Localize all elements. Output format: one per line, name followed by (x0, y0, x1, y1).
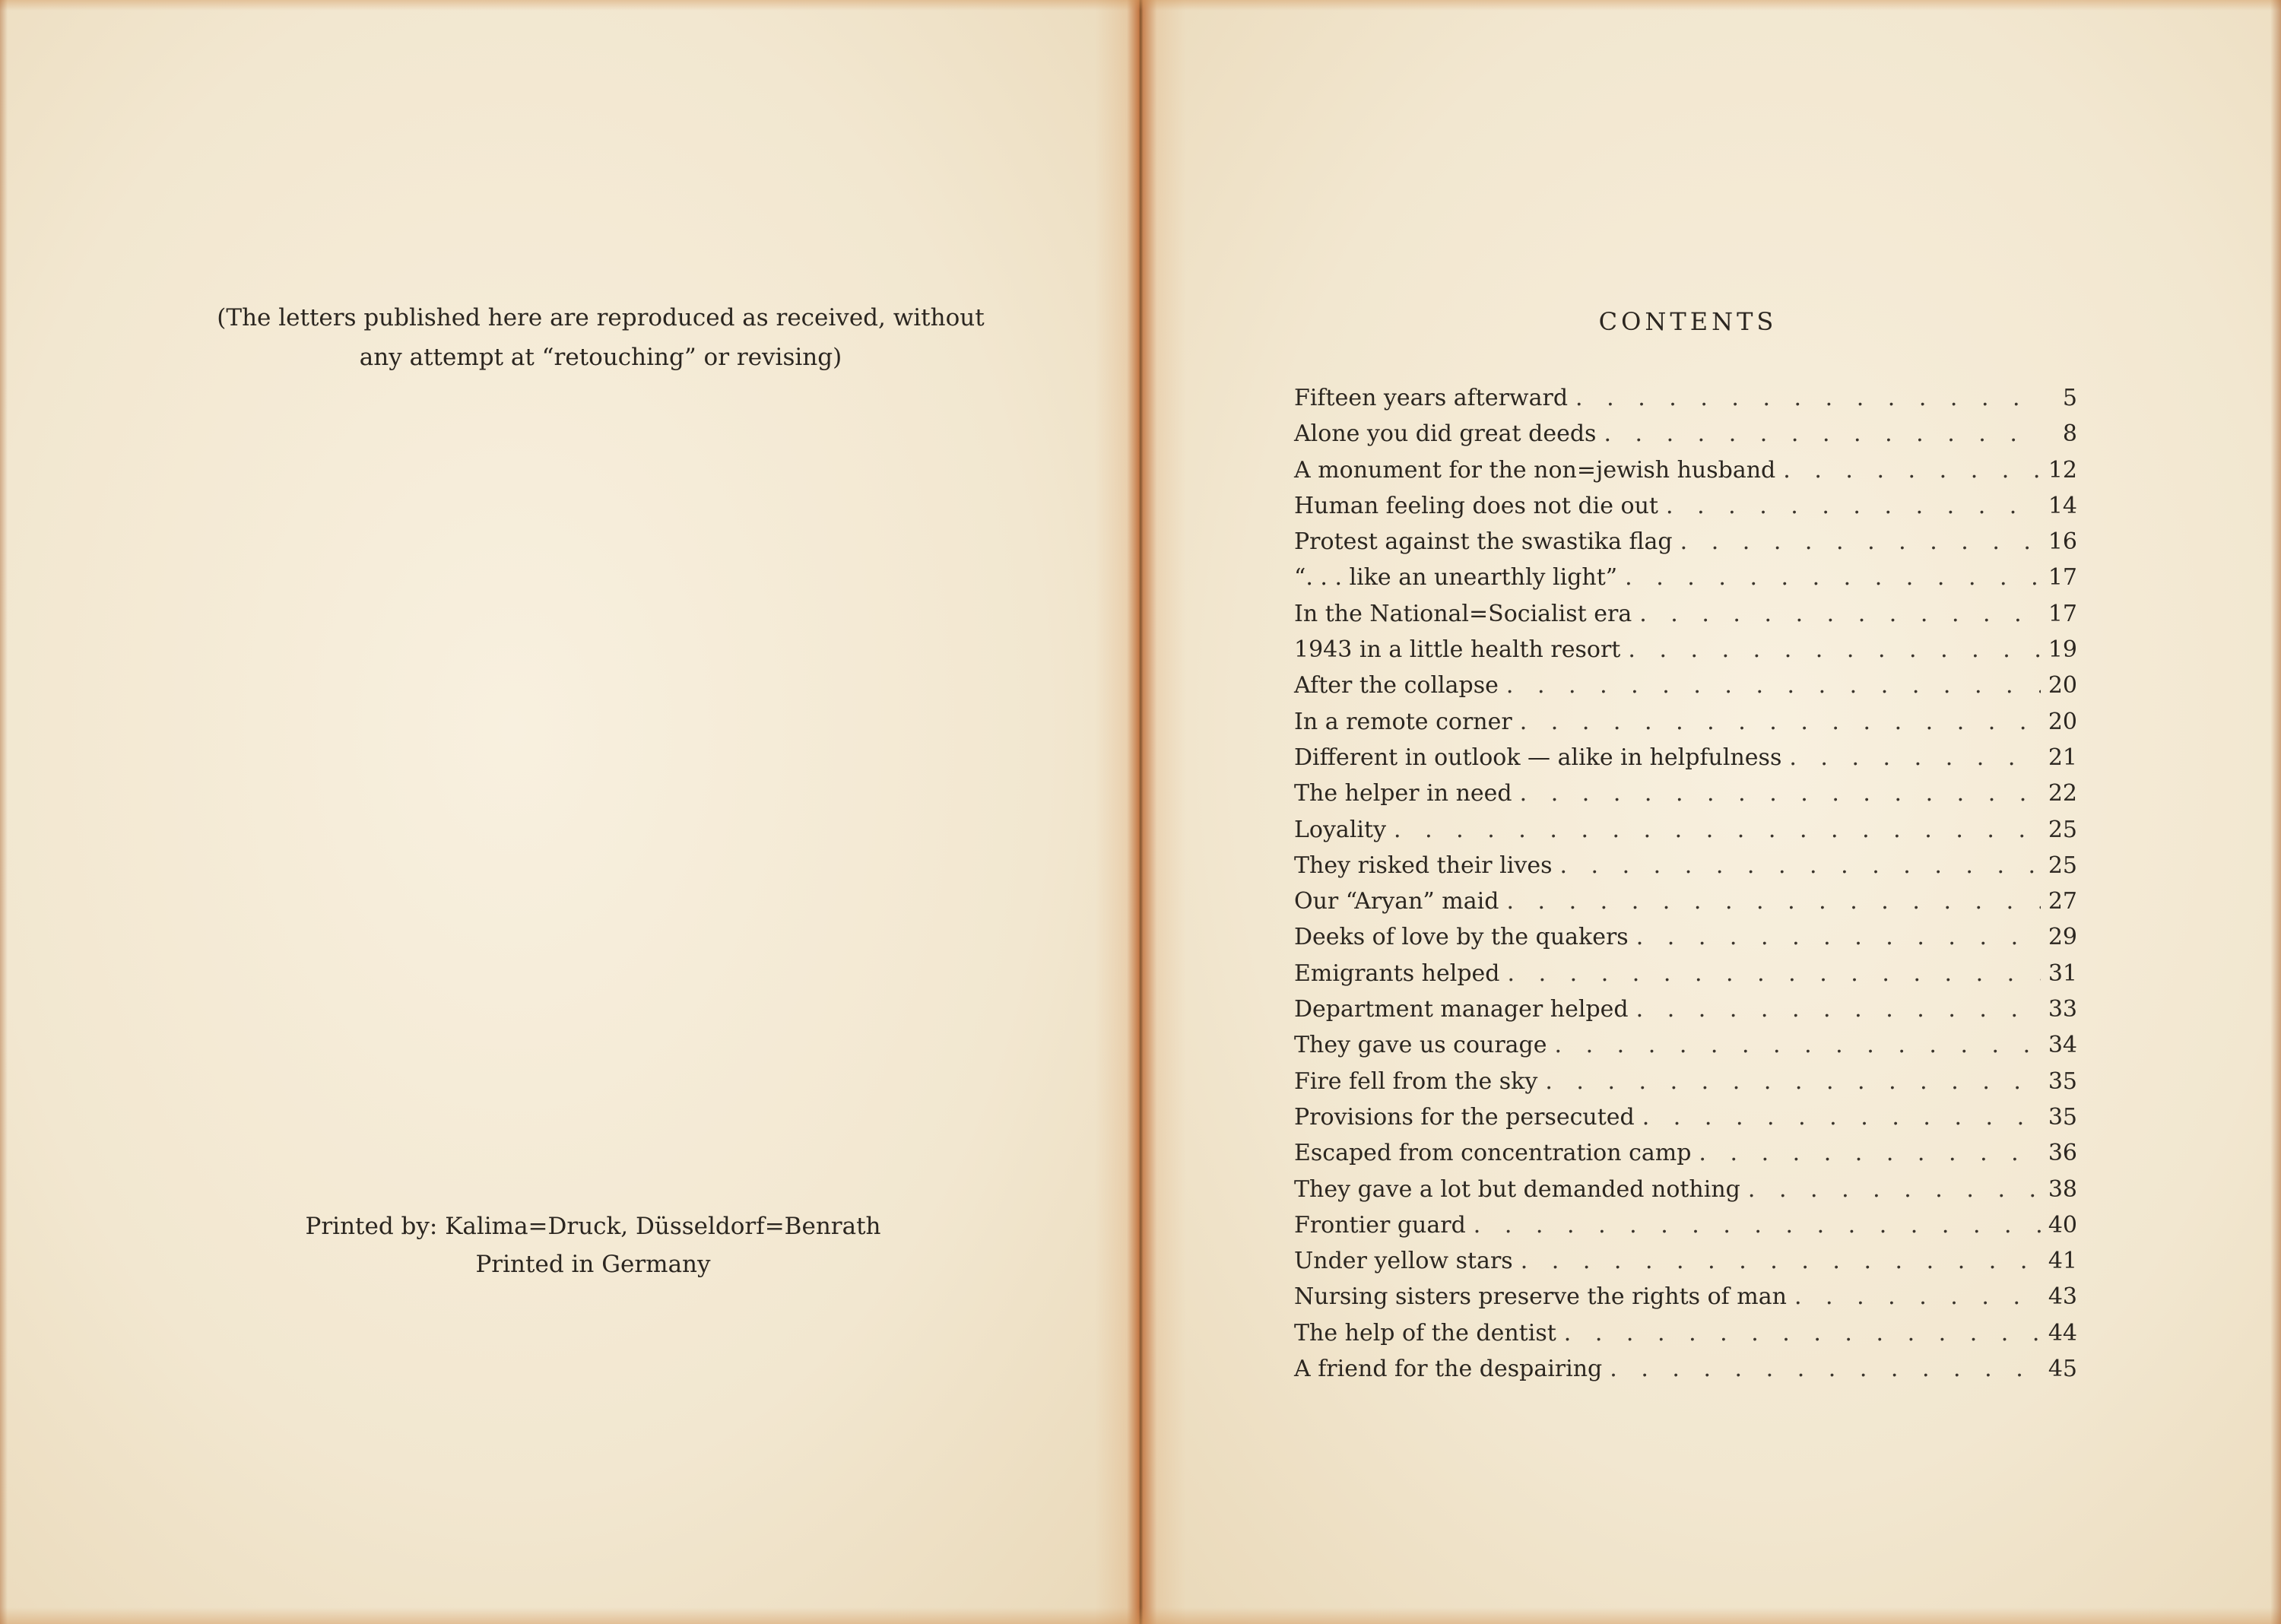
dot-leader (1642, 1099, 2041, 1135)
page-edge-left (0, 0, 8, 1624)
toc-entry-title: The helper in need (1294, 780, 1512, 807)
printed-by-line: Printed by: Kalima=Druck, Düsseldorf=Benrath (305, 1213, 881, 1240)
toc-entry[interactable] (1294, 991, 2077, 1027)
toc-entry-page: 14 (2048, 492, 2077, 519)
toc-entry[interactable] (1294, 668, 2077, 703)
dot-leader (1794, 1279, 2041, 1315)
toc-entry[interactable] (1294, 883, 2077, 919)
dot-leader (1564, 1315, 2041, 1351)
toc-entry-title: “. . . like an unearthly light” (1294, 564, 1618, 592)
toc-entry-title: Escaped from concentration camp (1294, 1140, 1692, 1167)
dot-leader (1521, 1243, 2041, 1279)
dot-leader (1639, 596, 2041, 632)
toc-entry-title: A monument for the non=jewish husband (1294, 456, 1776, 484)
toc-entry-title: They gave us courage (1294, 1032, 1547, 1059)
dot-leader (1636, 919, 2041, 955)
toc-entry-page: 19 (2048, 636, 2077, 664)
publication-note: (The letters published here are reproduced as received, without any attempt at “retouching” or revising) (217, 304, 985, 371)
toc-entry-title: In a remote corner (1294, 708, 1512, 735)
toc-entry-title: Our “Aryan” maid (1294, 888, 1499, 915)
dot-leader (1610, 1351, 2041, 1387)
dot-leader (1636, 991, 2041, 1027)
toc-entry[interactable] (1294, 380, 2077, 416)
toc-entry[interactable] (1294, 1099, 2077, 1135)
toc-entry-title: They risked their lives (1294, 852, 1553, 879)
toc-entry-page: 27 (2048, 888, 2077, 915)
toc-entry-page: 17 (2048, 600, 2077, 627)
dot-leader (1474, 1207, 2041, 1243)
table-of-contents (1294, 380, 2077, 1387)
toc-entry[interactable] (1294, 704, 2077, 740)
dot-leader (1699, 1135, 2040, 1171)
toc-entry-title: Alone you did great deeds (1294, 420, 1597, 448)
page-edge-right (2270, 0, 2281, 1624)
dot-leader (1506, 668, 2041, 703)
toc-entry-title: Deeks of love by the quakers (1294, 924, 1629, 951)
toc-entry[interactable] (1294, 812, 2077, 848)
toc-entry[interactable] (1294, 632, 2077, 668)
toc-entry-page: 40 (2048, 1211, 2077, 1239)
toc-entry-page: 22 (2048, 780, 2077, 807)
toc-entry-title: A friend for the despairing (1294, 1356, 1603, 1383)
printer-imprint (289, 1207, 897, 1283)
toc-entry-page: 41 (2048, 1248, 2077, 1275)
toc-entry-page: 35 (2048, 1067, 2077, 1095)
toc-entry-title: Nursing sisters preserve the rights of man (1294, 1283, 1787, 1311)
contents-heading: CONTENTS (1598, 307, 1778, 336)
dot-leader (1508, 956, 2041, 991)
toc-entry[interactable] (1294, 1135, 2077, 1171)
toc-entry[interactable] (1294, 1064, 2077, 1099)
toc-entry-page: 44 (2048, 1319, 2077, 1346)
toc-entry[interactable] (1294, 1315, 2077, 1351)
dot-leader (1789, 740, 2040, 776)
dot-leader (1520, 704, 2041, 740)
toc-entry-page: 16 (2048, 528, 2077, 556)
toc-entry-title: Frontier guard (1294, 1211, 1466, 1239)
dot-leader (1604, 416, 2041, 452)
printed-in-line: Printed in Germany (475, 1251, 711, 1278)
toc-entry[interactable] (1294, 1351, 2077, 1387)
dot-leader (1628, 632, 2040, 668)
toc-entry-title: 1943 in a little health resort (1294, 636, 1621, 664)
toc-entry[interactable] (1294, 1207, 2077, 1243)
toc-entry-title: The help of the dentist (1294, 1319, 1556, 1346)
toc-entry-title: They gave a lot but demanded nothing (1294, 1175, 1740, 1203)
toc-entry[interactable] (1294, 452, 2077, 488)
toc-entry-title: Human feeling does not die out (1294, 492, 1658, 519)
toc-entry-title: Protest against the swastika flag (1294, 528, 1673, 556)
dot-leader (1680, 524, 2041, 560)
left-page (0, 0, 1140, 1624)
toc-entry-title: Emigrants helped (1294, 959, 1500, 987)
toc-entry-title: Department manager helped (1294, 996, 1629, 1023)
dot-leader (1559, 848, 2040, 883)
toc-entry-title: In the National=Socialist era (1294, 600, 1632, 627)
dot-leader (1545, 1064, 2041, 1099)
page-edge-bottom (0, 1607, 2281, 1624)
dot-leader (1666, 488, 2041, 524)
dot-leader (1748, 1172, 2041, 1207)
toc-entry-page: 45 (2048, 1356, 2077, 1383)
toc-entry[interactable] (1294, 740, 2077, 776)
dot-leader (1783, 452, 2041, 488)
toc-entry-page: 5 (2062, 385, 2077, 411)
toc-entry-title: Loyality (1294, 816, 1387, 843)
toc-entry[interactable] (1294, 1172, 2077, 1207)
book-gutter (1095, 0, 1186, 1624)
toc-entry[interactable] (1294, 1279, 2077, 1315)
toc-entry-page: 35 (2048, 1103, 2077, 1131)
toc-entry-page: 12 (2048, 456, 2077, 484)
toc-entry-page: 20 (2048, 672, 2077, 699)
toc-entry[interactable] (1294, 524, 2077, 560)
toc-entry-page: 29 (2048, 924, 2077, 951)
toc-entry-page: 17 (2048, 564, 2077, 592)
toc-entry[interactable] (1294, 416, 2077, 452)
toc-entry-page: 38 (2048, 1175, 2077, 1203)
toc-entry-title: After the collapse (1294, 672, 1499, 699)
toc-entry-page: 36 (2048, 1140, 2077, 1167)
toc-entry-page: 33 (2048, 996, 2077, 1023)
dot-leader (1575, 380, 2041, 416)
toc-entry[interactable] (1294, 560, 2077, 595)
toc-entry-page: 20 (2048, 708, 2077, 735)
page-edge-top (0, 0, 2281, 11)
toc-entry-page: 43 (2048, 1283, 2077, 1311)
dot-leader (1555, 1027, 2041, 1063)
toc-entry-page: 25 (2048, 816, 2077, 843)
dot-leader (1520, 776, 2041, 811)
toc-entry[interactable] (1294, 1243, 2077, 1279)
toc-entry-page: 34 (2048, 1032, 2077, 1059)
dot-leader (1394, 812, 2041, 848)
toc-entry[interactable] (1294, 488, 2077, 524)
toc-entry[interactable] (1294, 776, 2077, 811)
toc-entry[interactable] (1294, 848, 2077, 883)
toc-entry[interactable] (1294, 596, 2077, 632)
toc-entry-title: Fifteen years afterward (1294, 385, 1569, 411)
dot-leader (1506, 883, 2040, 919)
toc-entry-page: 8 (2062, 420, 2077, 448)
toc-entry-title: Different in outlook — alike in helpfulness (1294, 744, 1782, 771)
toc-entry-page: 31 (2048, 959, 2077, 987)
toc-entry-title: Under yellow stars (1294, 1248, 1513, 1275)
toc-entry[interactable] (1294, 919, 2077, 955)
toc-entry-title: Fire fell from the sky (1294, 1067, 1538, 1095)
toc-entry[interactable] (1294, 956, 2077, 991)
toc-entry-page: 25 (2048, 852, 2077, 879)
dot-leader (1625, 560, 2041, 595)
toc-entry-title: Provisions for the persecuted (1294, 1103, 1635, 1131)
toc-entry-page: 21 (2048, 744, 2077, 771)
toc-entry[interactable] (1294, 1027, 2077, 1063)
